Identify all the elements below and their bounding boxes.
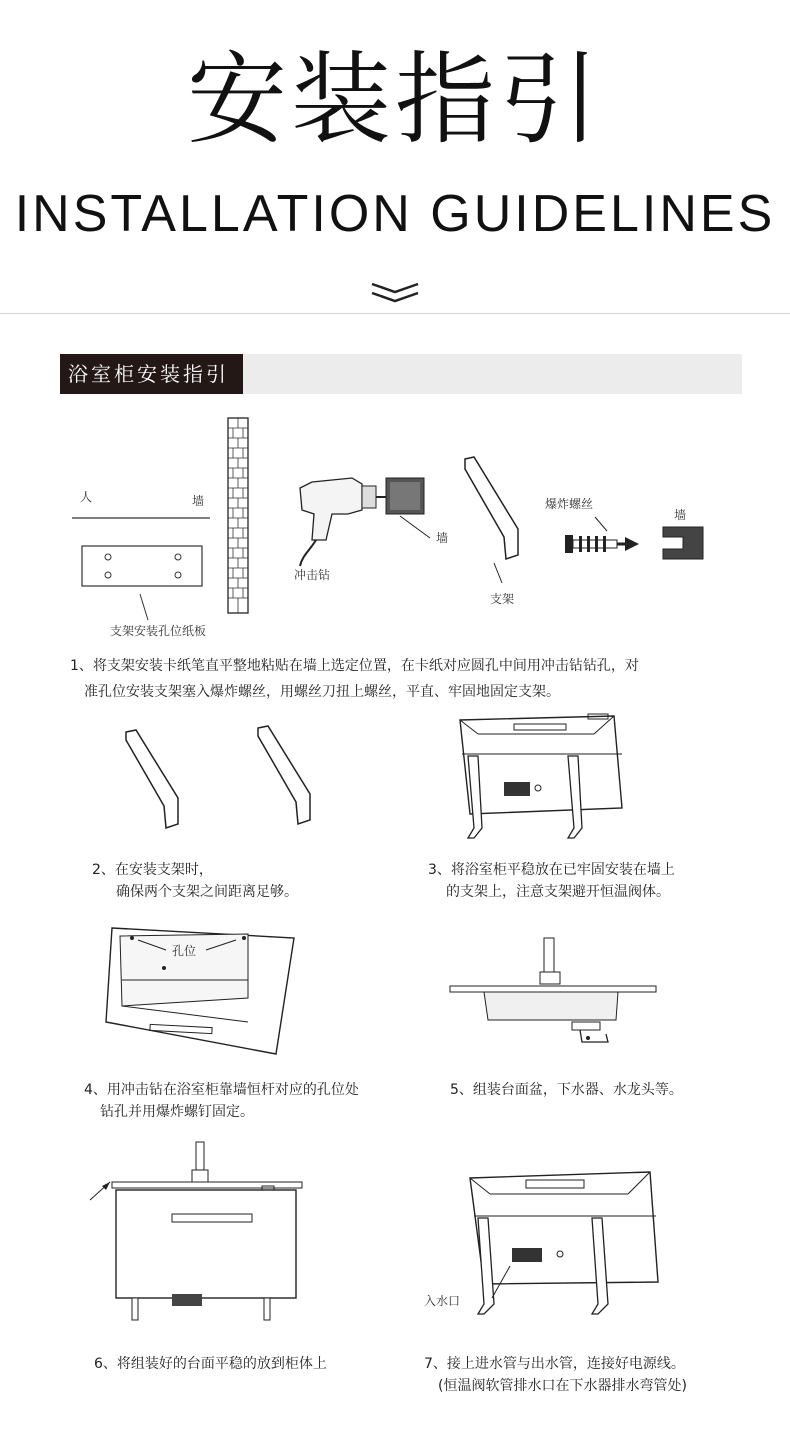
label-wall: 墙 xyxy=(192,494,205,508)
label-drill: 冲击钻 xyxy=(294,568,331,582)
cabinet-holes-diagram xyxy=(98,922,298,1062)
label-wall-right: 墙 xyxy=(674,508,687,522)
step3-text-line1: 3、将浴室柜平稳放在已牢固安装在墙上 xyxy=(428,862,675,878)
bracket-left-icon xyxy=(118,728,188,838)
step1-text-line1: 1、将支架安装卡纸笔直平整地粘贴在墙上选定位置，在卡纸对应圆孔中间用冲击钻钻孔，对 xyxy=(70,658,639,674)
drill-icon xyxy=(290,470,460,570)
step4-text-line2: 钻孔并用爆炸螺钉固定。 xyxy=(100,1104,254,1120)
label-holes: 孔位 xyxy=(172,944,197,958)
step2-text-line2: 确保两个支架之间距离足够。 xyxy=(116,884,298,900)
label-screw: 爆炸螺丝 xyxy=(545,497,594,511)
page-subtitle: INSTALLATION GUIDELINES xyxy=(14,185,776,243)
label-person: 人 xyxy=(80,490,93,504)
bracket-icon xyxy=(460,455,530,585)
label-template: 支架安装孔位纸板 xyxy=(110,624,207,638)
screw-to-wall-diagram xyxy=(555,515,715,565)
section-label: 浴室柜安装指引 xyxy=(60,354,243,394)
label-bracket: 支架 xyxy=(490,592,515,606)
plumbing-diagram xyxy=(462,1166,662,1326)
bracket-right-icon xyxy=(250,724,320,834)
step3-text-line2: 的支架上，注意支架避开恒温阀体。 xyxy=(446,884,670,900)
label-wall-drill: 墙 xyxy=(436,531,449,545)
cabinet-on-brackets-diagram xyxy=(452,712,632,847)
step2-text-line1: 2、在安装支架时， xyxy=(92,862,213,878)
step6-text-line1: 6、将组装好的台面平稳的放到柜体上 xyxy=(94,1356,327,1372)
brick-wall xyxy=(228,418,248,613)
template-diagram xyxy=(70,418,260,628)
label-inlet: 入水口 xyxy=(424,1294,461,1308)
header-divider xyxy=(0,313,790,314)
step7-text-line2: (恒温阀软管排水口在下水器排水弯管处) xyxy=(438,1378,687,1394)
step1-text-line2: 准孔位安装支架塞入爆炸螺丝，用螺丝刀扭上螺丝，平直、牢固地固定支架。 xyxy=(84,684,560,700)
page-title: 安装指引 xyxy=(187,41,603,158)
step5-text-line1: 5、组装台面盆，下水器、水龙头等。 xyxy=(450,1082,683,1098)
basin-faucet-diagram xyxy=(448,936,658,1046)
double-chevron-down-icon xyxy=(370,282,420,304)
paper-template xyxy=(82,546,202,586)
step7-text-line1: 7、接上进水管与出水管，连接好电源线。 xyxy=(424,1356,685,1372)
countertop-on-cabinet-diagram xyxy=(82,1138,307,1318)
step4-text-line1: 4、用冲击钻在浴室柜靠墙恒杆对应的孔位处 xyxy=(84,1082,359,1098)
